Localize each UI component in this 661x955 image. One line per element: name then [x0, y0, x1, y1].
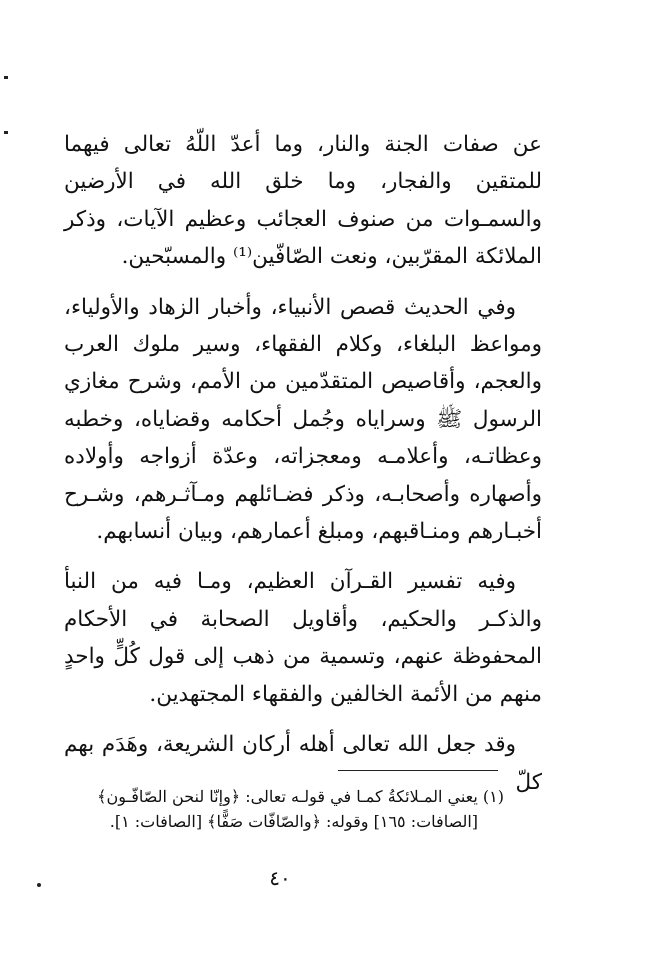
paragraph-3-text: وفيه تفسير القـرآن العظيم، ومـا فيه من النبأ والذكـر والحكيم، وأقاويل الصحابة في الأحكام المحفوظة عنهم، وتسمية من ذهب إلى قول كُلٍّ واحدٍ منهم من الأئمة الخالفين والفقهاء المجتهدين.: [64, 569, 542, 707]
page-number: ٤٠: [269, 866, 291, 890]
footnote-line-1: (١) يعني المـلائكةُ كمـا في قولـه تعالى: ﴿وإنّا لنحن الصّافّـون﴾: [97, 787, 504, 806]
footnote-line-2: [الصافات: ١٦٥] وقوله: ﴿والصّافّات صَفًّا﴾ [الصافات: ١].: [109, 812, 478, 831]
paragraph-2-text: وفي الحديث قصص الأنبياء، وأخبار الزهاد والأولياء، ومواعظ البلغاء، وكلام الفقهاء، وسير ملوك العرب والعجم، وأقاصيص المتقدّمين من الأمم، وشرح مغازي الرسول ﷺ وسراياه وجُمل أحكامه وقضاياه، وخطبه وعظاتـه، وأعلامـه ومعجزاته، وعدّة أزواجه وأولاده وأصهاره وأصحابـه، وذكر فضـائلهم ومـآثـرهم، وشـرح أخبـارهم ومنـاقبهم، ومبلغ أعمارهم، وبيان أنسابهم.: [64, 294, 542, 545]
paragraph-3: [64, 563, 542, 713]
footnote-separator: [338, 770, 498, 771]
scan-mark-middle: [4, 131, 8, 134]
main-text: [64, 126, 542, 801]
footnote: [64, 784, 504, 834]
scan-mark-bottom: [37, 883, 41, 887]
paragraph-2: [64, 289, 542, 551]
paragraph-1: عن صفات الجنة والنار، وما أعدّ اللّهُ تعالى فيهما للمتقين والفجار، وما خلق الله في الأرضين والسمـوات من صنوف العجائب وعظيم الآيات، وذكر الملائكة المقرّبين، ونعت الصّافّين⁽¹⁾ والمسبّحين.: [64, 132, 542, 270]
paragraph-4-text: وقد جعل الله تعالى أهله أركان الشريعة، وهَدَم بهم كلّ: [64, 732, 542, 795]
scan-mark-top: [4, 76, 8, 79]
